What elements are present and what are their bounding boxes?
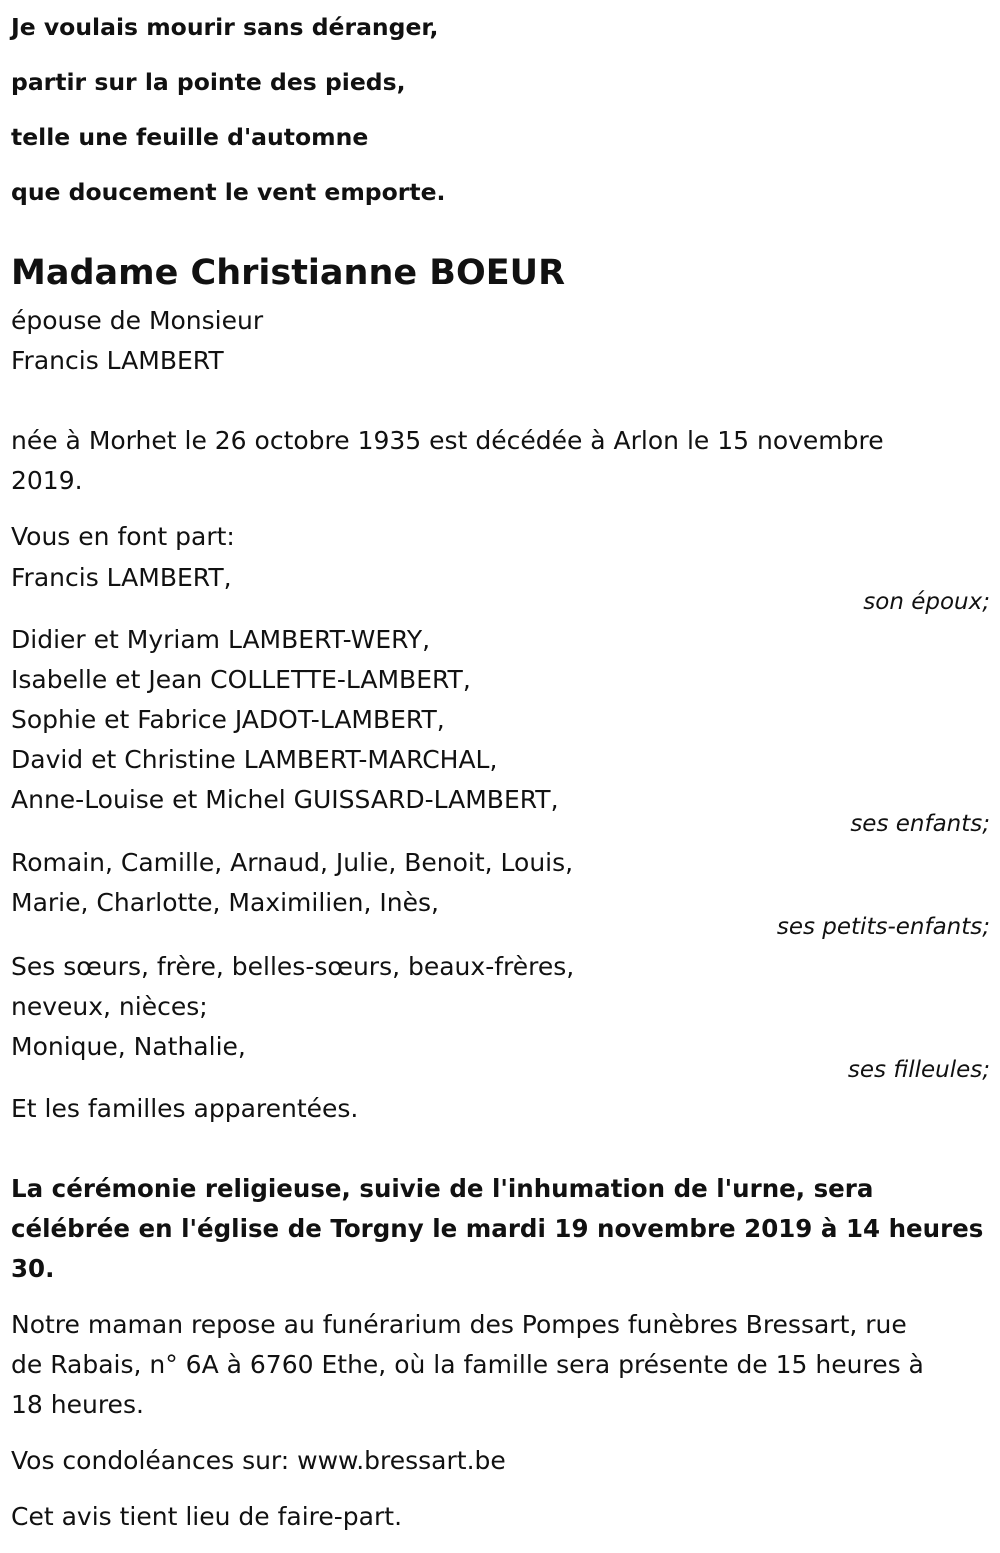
deceased-name: Madame Christianne BOEUR [11, 253, 566, 293]
role-godchildren: ses filleules; [847, 1057, 990, 1083]
grandchildren-line-2: Marie, Charlotte, Maximilien, Inès, [11, 888, 439, 917]
families-closing: Et les familles apparentées. [11, 1094, 359, 1123]
spouse-name: Francis LAMBERT [11, 346, 224, 375]
spouse-intro: épouse de Monsieur [11, 306, 264, 335]
others-line-3: Monique, Nathalie, [11, 1032, 246, 1061]
others-line-1: Ses sœurs, frère, belles-sœurs, beaux-frères, [11, 952, 575, 981]
condolences-line: Vos condoléances sur: www.bressart.be [11, 1446, 506, 1475]
role-children: ses enfants; [850, 811, 990, 837]
child-line-5: Anne-Louise et Michel GUISSARD-LAMBERT, [11, 785, 559, 814]
grandchildren-line-1: Romain, Camille, Arnaud, Julie, Benoit, Louis, [11, 848, 574, 877]
poem-line-1: Je voulais mourir sans déranger, [11, 13, 439, 41]
child-line-4: David et Christine LAMBERT-MARCHAL, [11, 745, 498, 774]
poem-line-4: que doucement le vent emporte. [11, 178, 446, 206]
ceremony-line-1: La cérémonie religieuse, suivie de l'inhumation de l'urne, sera [11, 1174, 874, 1203]
role-spouse: son époux; [863, 589, 990, 615]
ceremony-line-2: célébrée en l'église de Torgny le mardi 19 novembre 2019 à 14 heures [11, 1214, 984, 1243]
child-line-3: Sophie et Fabrice JADOT-LAMBERT, [11, 705, 445, 734]
ceremony-line-3: 30. [11, 1254, 55, 1283]
role-grandchildren: ses petits-enfants; [776, 914, 990, 940]
poem-line-3: telle une feuille d'automne [11, 123, 369, 151]
funeral-home-line-2: de Rabais, n° 6A à 6760 Ethe, où la famille sera présente de 15 heures à [11, 1350, 924, 1379]
poem-line-2: partir sur la pointe des pieds, [11, 68, 406, 96]
funeral-home-line-1: Notre maman repose au funérarium des Pompes funèbres Bressart, rue [11, 1310, 907, 1339]
birth-death-line-2: 2019. [11, 466, 83, 495]
funeral-home-line-3: 18 heures. [11, 1390, 144, 1419]
others-line-2: neveux, nièces; [11, 992, 208, 1021]
child-line-1: Didier et Myriam LAMBERT-WERY, [11, 625, 431, 654]
announcers-intro: Vous en font part: [11, 522, 235, 551]
spouse-announcer: Francis LAMBERT, [11, 563, 232, 592]
child-line-2: Isabelle et Jean COLLETTE-LAMBERT, [11, 665, 471, 694]
birth-death-line-1: née à Morhet le 26 octobre 1935 est décédée à Arlon le 15 novembre [11, 426, 884, 455]
notice-line: Cet avis tient lieu de faire-part. [11, 1502, 403, 1531]
